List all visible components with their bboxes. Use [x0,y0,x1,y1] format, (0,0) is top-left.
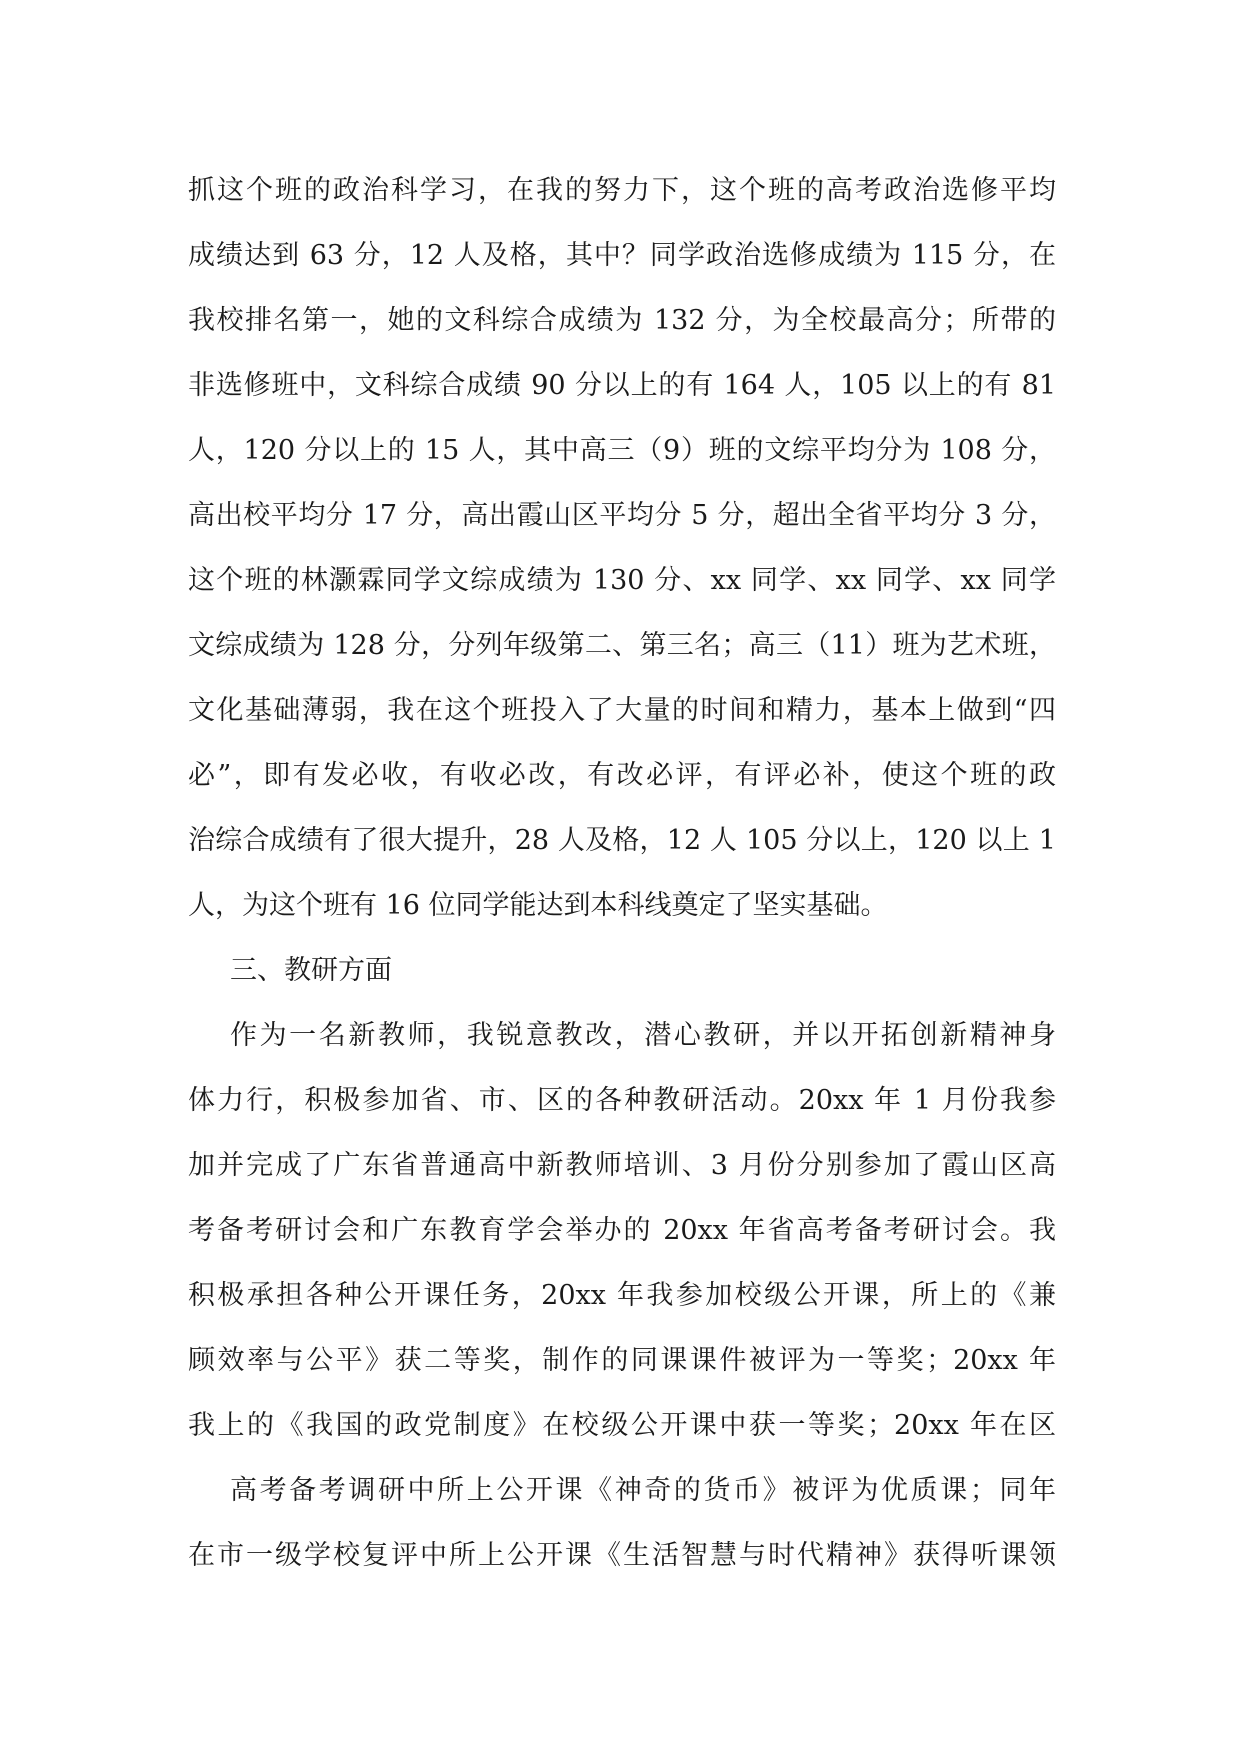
text-line: 文化基础薄弱，我在这个班投入了大量的时间和精力，基本上做到“四 [188,695,1056,726]
text-line: 必”，即有发必收，有收必改，有改必评，有评必补，使这个班的政 [188,760,1056,791]
text-line: 抓这个班的政治科学习，在我的努力下，这个班的高考政治选修平均 [188,175,1056,206]
text-line: 体力行，积极参加省、市、区的各种教研活动。20xx 年 1 月份我参 [188,1085,1056,1116]
text-line: 我校排名第一，她的文科综合成绩为 132 分，为全校最高分；所带的 [188,305,1056,336]
text-line: 加并完成了广东省普通高中新教师培训、3 月份分别参加了霞山区高 [188,1150,1056,1181]
text-line: 高考备考调研中所上公开课《神奇的货币》被评为优质课；同年 [230,1475,1056,1506]
text-line: 非选修班中，文科综合成绩 90 分以上的有 164 人，105 以上的有 81 [188,370,1056,401]
text-line: 在市一级学校复评中所上公开课《生活智慧与时代精神》获得听课领 [188,1540,1056,1571]
text-line: 顾效率与公平》获二等奖，制作的同课课件被评为一等奖；20xx 年 [188,1345,1056,1376]
text-line: 成绩达到 63 分，12 人及格，其中？同学政治选修成绩为 115 分，在 [188,240,1056,271]
text-line: 我上的《我国的政党制度》在校级公开课中获一等奖；20xx 年在区 [188,1410,1056,1441]
text-line: 高出校平均分 17 分，高出霞山区平均分 5 分，超出全省平均分 3 分， [188,500,1056,531]
section-heading: 三、教研方面 [230,955,392,986]
text-line: 这个班的林灏霖同学文综成绩为 130 分、xx 同学、xx 同学、xx 同学 [188,565,1056,596]
text-line: 人，120 分以上的 15 人，其中高三（9）班的文综平均分为 108 分， [188,435,1056,466]
text-line: 治综合成绩有了很大提升，28 人及格，12 人 105 分以上，120 以上 1 [188,825,1056,856]
body-text [188,158,1056,1588]
text-line: 积极承担各种公开课任务，20xx 年我参加校级公开课，所上的《兼 [188,1280,1056,1311]
text-line: 文综成绩为 128 分，分列年级第二、第三名；高三（11）班为艺术班， [188,630,1056,661]
text-line: 作为一名新教师，我锐意教改，潜心教研，并以开拓创新精神身 [230,1020,1056,1051]
text-line: 考备考研讨会和广东教育学会举办的 20xx 年省高考备考研讨会。我 [188,1215,1056,1246]
text-line: 人，为这个班有 16 位同学能达到本科线奠定了坚实基础。 [188,890,888,921]
